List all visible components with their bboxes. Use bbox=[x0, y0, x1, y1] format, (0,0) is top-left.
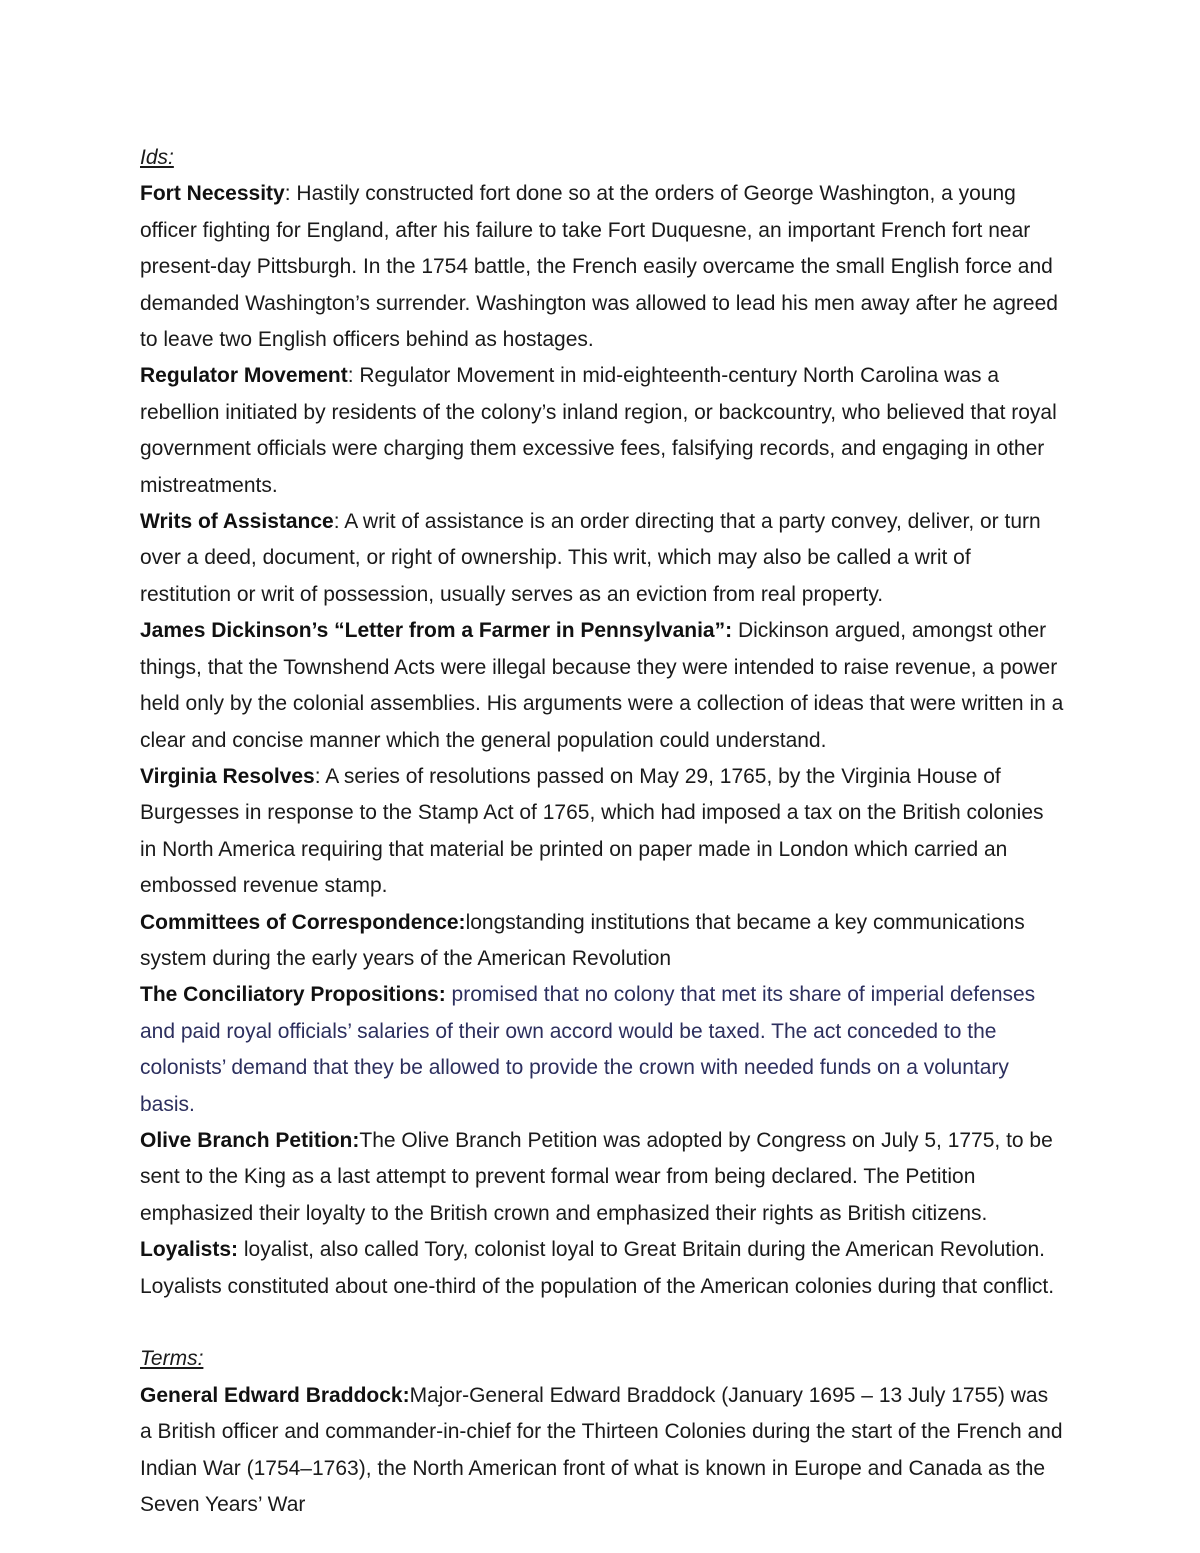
entry-fort-necessity bbox=[140, 176, 1065, 358]
term-label: James Dickinson’s “Letter from a Farmer in Pennsylvania”: bbox=[140, 619, 733, 643]
term-separator: : bbox=[314, 764, 326, 788]
entry-general-edward-braddock bbox=[140, 1378, 1065, 1524]
term-label: Committees of Correspondence: bbox=[140, 910, 466, 934]
term-definition: Hastily constructed fort done so at the orders of George Washington, a young officer fighting for England, after his failure to take Fort Duquesne, an important French fort near present-day Pittsburgh. In the 1754 battle, the French easily overcame the small English force and demanded Washington’s surrender. Washington was allowed to lead his men away after he agreed to leave two English officers behind as hostages. bbox=[140, 182, 1058, 352]
term-separator: : bbox=[284, 182, 297, 206]
term-separator: : bbox=[347, 364, 360, 388]
term-label: Fort Necessity bbox=[140, 182, 285, 206]
document-page bbox=[140, 140, 1065, 1523]
entry-regulator-movement bbox=[140, 358, 1065, 504]
term-label: Writs of Assistance bbox=[140, 510, 334, 534]
term-label: Regulator Movement bbox=[140, 364, 348, 388]
entry-olive-branch-petition bbox=[140, 1123, 1065, 1232]
section-heading-terms: Terms: bbox=[140, 1347, 204, 1371]
section-heading-ids: Ids: bbox=[140, 146, 174, 169]
entry-loyalists bbox=[140, 1232, 1065, 1305]
term-definition: The Olive Branch Petition was adopted by Congress on July 5, 1775, to be sent to the King as a last attempt to prevent formal wear from being declared. The Petition emphasized their loyalty to the British crown and emphasized their rights as British citizens. bbox=[140, 1128, 1053, 1225]
term-definition: loyalist, also called Tory, colonist loyal to Great Britain during the American Revolution. Loyalists constituted about one-third of the population of the American colonies during that conflict. bbox=[140, 1238, 1055, 1298]
term-separator: : bbox=[333, 510, 345, 534]
entry-writs-of-assistance bbox=[140, 504, 1065, 613]
term-label: Olive Branch Petition: bbox=[140, 1128, 360, 1152]
term-label: The Conciliatory Propositions: bbox=[140, 983, 446, 1007]
entry-conciliatory-propositions bbox=[140, 977, 1065, 1123]
term-definition: A series of resolutions passed on May 29, 1765, by the Virginia House of Burgesses in response to the Stamp Act of 1765, which had imposed a tax on the British colonies in North America requiring that material be printed on paper made in London which carried an embossed revenue stamp. bbox=[140, 764, 1044, 898]
term-label: Loyalists: bbox=[140, 1238, 239, 1262]
section-spacer bbox=[140, 1305, 1065, 1341]
term-definition: Regulator Movement in mid-eighteenth-century North Carolina was a rebellion initiated by residents of the colony’s inland region, or backcountry, who believed that royal government officials were charging them excessive fees, falsifying records, and engaging in other mistreatments. bbox=[140, 364, 1057, 497]
term-definition: promised that no colony that met its share of imperial defenses and paid royal officials’ salaries of their own accord would be taxed. The act conceded to the colonists’ demand that they be allowed to provide the crown with needed funds on a voluntary basis. bbox=[140, 983, 1036, 1116]
term-definition: Dickinson argued, amongst other things, that the Townshend Acts were illegal because they were intended to raise revenue, a power held only by the colonial assemblies. His arguments were a collection of ideas that were written in a clear and concise manner which the general population could understand. bbox=[140, 619, 1064, 752]
entry-committees-of-correspondence bbox=[140, 905, 1065, 978]
term-label: Virginia Resolves bbox=[140, 764, 315, 788]
term-label: General Edward Braddock: bbox=[140, 1383, 410, 1407]
entry-letter-from-a-farmer bbox=[140, 613, 1065, 759]
entry-virginia-resolves bbox=[140, 759, 1065, 905]
term-definition: Major-General Edward Braddock (January 1695 – 13 July 1755) was a British officer and commander-in-chief for the Thirteen Colonies during the start of the French and Indian War (1754–1763), the North American front of what is known in Europe and Canada as the Seven Years’ War bbox=[140, 1383, 1063, 1517]
term-definition: longstanding institutions that became a key communications system during the early years of the American Revolution bbox=[140, 910, 1025, 970]
term-definition: A writ of assistance is an order directing that a party convey, deliver, or turn over a deed, document, or right of ownership. This writ, which may also be called a writ of restitution or writ of possession, usually serves as an eviction from real property. bbox=[140, 510, 1041, 606]
